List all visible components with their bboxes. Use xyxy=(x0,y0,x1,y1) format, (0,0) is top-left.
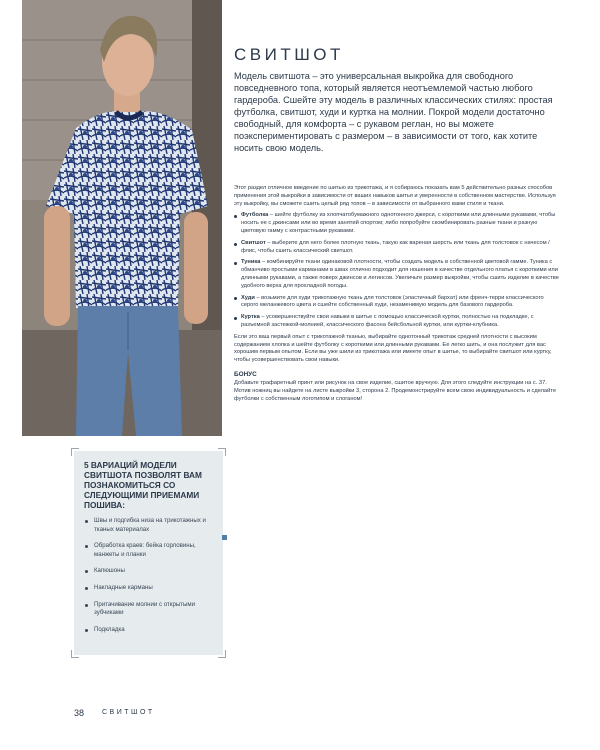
sidebar-corner-mark xyxy=(71,650,79,658)
sidebar-corner-mark xyxy=(218,448,226,456)
lead-paragraph: Модель свитшота – это универсальная выкройка для свободного повседневного топа, который является неотъемлемой частью любого гардероба. Сшейте эту модель в различных классических стилях: простая футболка, свитшот, худи и куртка на молнии. Покрой модели достаточно свободный, для комфорта – с рукавом реглан, но вы можете поэкспериментировать с размером – в зависимости от того, как хотите носить свою модель. xyxy=(234,71,553,153)
variation-item-sweatshirt xyxy=(234,240,562,256)
sidebar-list-item: Швы и подгибка низа на трикотажных и тканых материалах xyxy=(84,517,220,534)
sidebar-list-item: Подкладка xyxy=(84,626,220,635)
page-number: 38 xyxy=(74,708,85,718)
sidebar-corner-mark xyxy=(71,448,79,456)
sidebar-handle xyxy=(222,535,227,540)
variation-text: – шейте футболку из хлопчатобумажного однотонного джерси, с короткими или длинными рукавами, чтобы носить ее с джинсами или во время занятий спортом; либо попробуйте скомбинировать разные ткани и разную цветовую гамму с контрастными рукавами. xyxy=(241,212,556,234)
intro-paragraph: Этот раздел отличное введение по шитью из трикотажа, и я собираюсь показать вам 5 действительно разных способов применения этой выкройки в зависимости от ваших навыков шитья и уверенности в собственном мастерстве. Используя эту выкройку, вы сможете сшить целый ряд топов – в зависимости от выбранного вами стиля и ткани. xyxy=(234,185,556,207)
variation-term: Худи xyxy=(241,294,255,301)
sidebar-list-item: Притачивание молнии с открытыми зубчиками xyxy=(84,601,220,618)
model-photo xyxy=(22,0,222,436)
sidebar-corner-mark xyxy=(218,650,226,658)
variation-item-tshirt xyxy=(234,212,562,235)
article-body xyxy=(234,185,562,407)
bonus-paragraph: Добавьте трафаретный принт или рисунок на свое изделие, сшитое вручную. Для этого следуйте инструкции на с. 37. Мотив ножниц вы найдете на листе выкройки 3, сторона 2. Продемонстрируйте всем свою индивидуальность и сделайте футболки с собственным логотипом и слоганом! xyxy=(234,379,556,402)
variation-term: Футболка xyxy=(241,212,269,219)
variation-term: Свитшот xyxy=(241,239,266,246)
outro-paragraph: Если это ваш первый опыт с трикотажной тканью, выбирайте однотонный трикотаж средней плотности с высоким содержанием хлопка и шейте футболку с короткими или длинными рукавами. Ее легко шить, и она послужит для вас хорошим первым опытом. Если вы уже шили из трикотажа или имеете опыт в шитье, то выбирайте свитшот или куртку, чтобы усовершенствовать свои навыки. xyxy=(234,333,552,364)
variation-text: – выберите для него более плотную ткань, такую как вареная шерсть или ткань для толстовок с начесом / флис, чтобы сшить классический свитшот. xyxy=(241,239,550,254)
sidebar-list-item: Обработка краев: бейка горловины, манжеты и планки xyxy=(84,542,220,559)
model-photo-illustration xyxy=(22,0,222,436)
variation-text: – усовершенствуйте свои навыки в шитье с помощью классической куртки, полностью на подкладке, с разъемной застежкой-молнией, классического фасона бейсбольной куртки, или куртки-клубника. xyxy=(241,314,534,328)
variation-item-tunic xyxy=(234,259,562,290)
running-section-title: СВИТШОТ xyxy=(102,709,155,716)
variation-text: – комбинируйте ткани одинаковой плотности, чтобы создать модель в собственной цветовой гамме. Туника с обманчиво простыми карманами в швах отлично подходит для ношения в качестве отдельного платья с короткими или длинными рукавами, а также поверх джинсов и легинсов. Увеличьте размер выкройки, чтобы сшить изделие в качестве удобного верха для прохладной погоды. xyxy=(241,259,559,289)
variation-item-jacket xyxy=(234,314,562,330)
variation-text: – возьмите для худи трикотажную ткань для толстовок (эластичный бархат) или френч-терри классического серого меланжевого цвета и сшейте собственный худи, незаменимую модель для базового гардероба. xyxy=(241,294,544,309)
sidebar-title: 5 ВАРИАЦИЙ МОДЕЛИ СВИТШОТА ПОЗВОЛЯТ ВАМ ПОЗНАКОМИТЬСЯ СО СЛЕДУЮЩИМИ ПРИЕМАМИ ПОШИВА: xyxy=(84,460,202,510)
bonus-heading: БОНУС xyxy=(234,370,257,378)
variation-term: Туника xyxy=(241,259,261,266)
variation-item-hoodie xyxy=(234,295,562,311)
variation-term: Куртка xyxy=(241,314,260,321)
sidebar-list-item: Капюшоны xyxy=(84,567,220,576)
page-title: СВИТШОТ xyxy=(234,45,344,64)
techniques-sidebar xyxy=(74,451,223,655)
sidebar-list xyxy=(84,517,220,642)
sidebar-list-item: Накладные карманы xyxy=(84,584,220,593)
